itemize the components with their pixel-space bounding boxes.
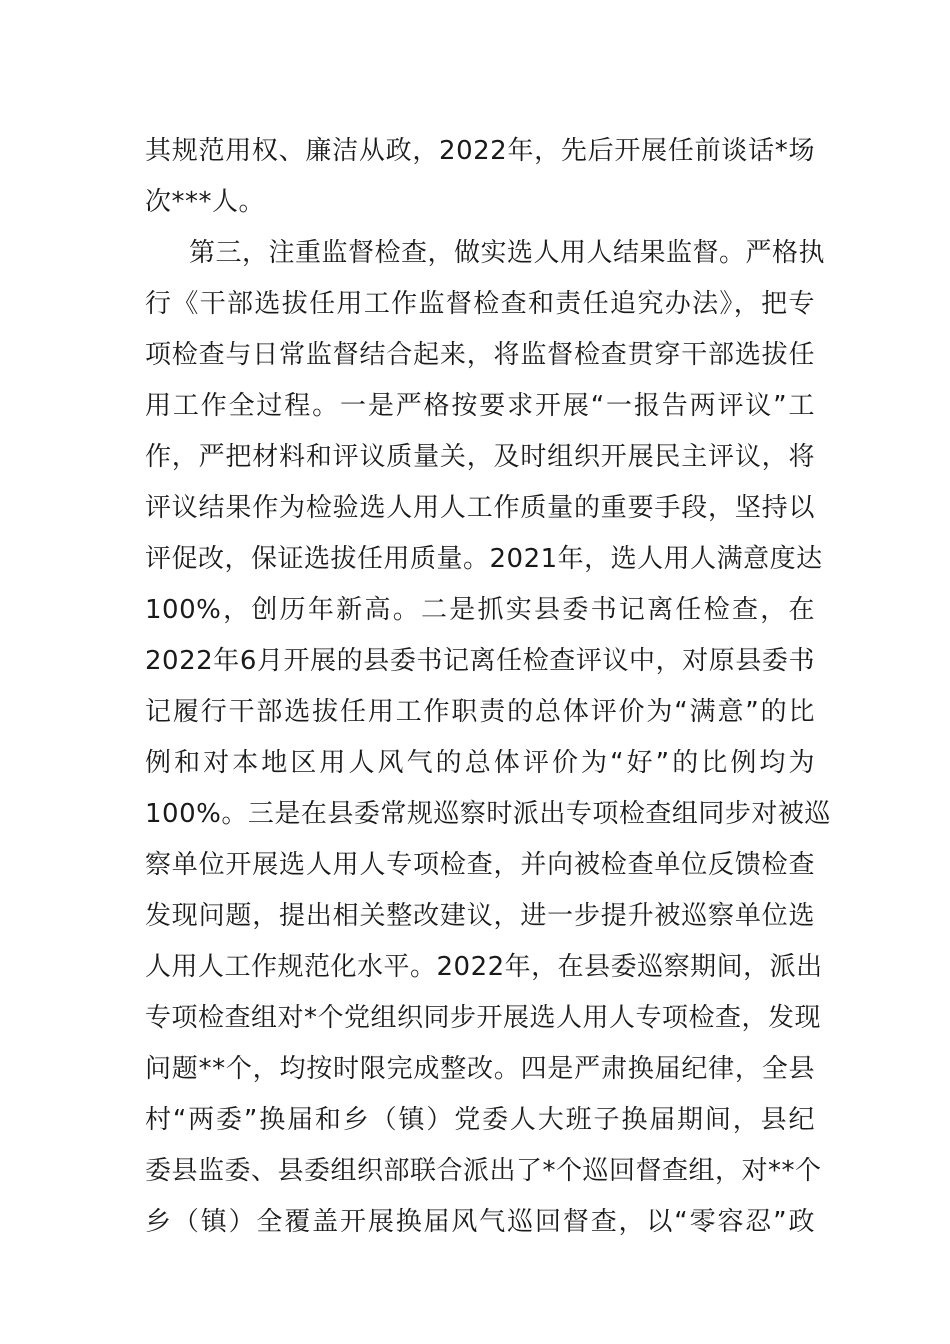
text-line: 100%，创历年新高。二是抓实县委书记离任检查，在 — [145, 595, 815, 625]
text-line: 委县监委、县委组织部联合派出了*个巡回督查组，对**个 — [145, 1156, 822, 1186]
text-line: 例和对本地区用人风气的总体评价为“好”的比例均为 — [145, 748, 815, 778]
text-line: 评促改，保证选拔任用质量。2021年，选人用人满意度达 — [145, 544, 823, 574]
text-line: 项检查与日常监督结合起来，将监督检查贯穿干部选拔任 — [145, 340, 815, 370]
text-line: 村“两委”换届和乡（镇）党委人大班子换届期间，县纪 — [145, 1105, 815, 1135]
text-line: 评议结果作为检验选人用人工作质量的重要手段，坚持以 — [145, 493, 815, 523]
text-line: 作，严把材料和评议质量关，及时组织开展民主评议，将 — [145, 442, 815, 472]
text-line: 记履行干部选拔任用工作职责的总体评价为“满意”的比 — [145, 697, 815, 727]
text-line: 2022年6月开展的县委书记离任检查评议中，对原县委书 — [145, 646, 815, 676]
text-line: 乡（镇）全覆盖开展换届风气巡回督查，以“零容忍”政 — [145, 1207, 815, 1237]
paragraph-first-line: 第三，注重监督检查，做实选人用人结果监督。严格执 — [189, 238, 826, 268]
text-line: 次***人。 — [145, 187, 266, 217]
text-line: 察单位开展选人用人专项检查，并向被检查单位反馈检查 — [145, 850, 815, 880]
text-line: 用工作全过程。一是严格按要求开展“一报告两评议”工 — [145, 391, 815, 421]
text-line: 专项检查组对*个党组织同步开展选人用人专项检查，发现 — [145, 1003, 822, 1033]
text-line: 行《干部选拔任用工作监督检查和责任追究办法》，把专 — [145, 289, 815, 319]
text-line: 100%。三是在县委常规巡察时派出专项检查组同步对被巡 — [145, 799, 831, 829]
text-line: 其规范用权、廉洁从政，2022年，先后开展任前谈话*场 — [145, 136, 815, 166]
text-line: 问题**个，均按时限完成整改。四是严肃换届纪律，全县 — [145, 1054, 815, 1084]
body-text — [145, 126, 831, 1248]
text-line: 人用人工作规范化水平。2022年，在县委巡察期间，派出 — [145, 952, 823, 982]
text-line: 发现问题，提出相关整改建议，进一步提升被巡察单位选 — [145, 901, 815, 931]
